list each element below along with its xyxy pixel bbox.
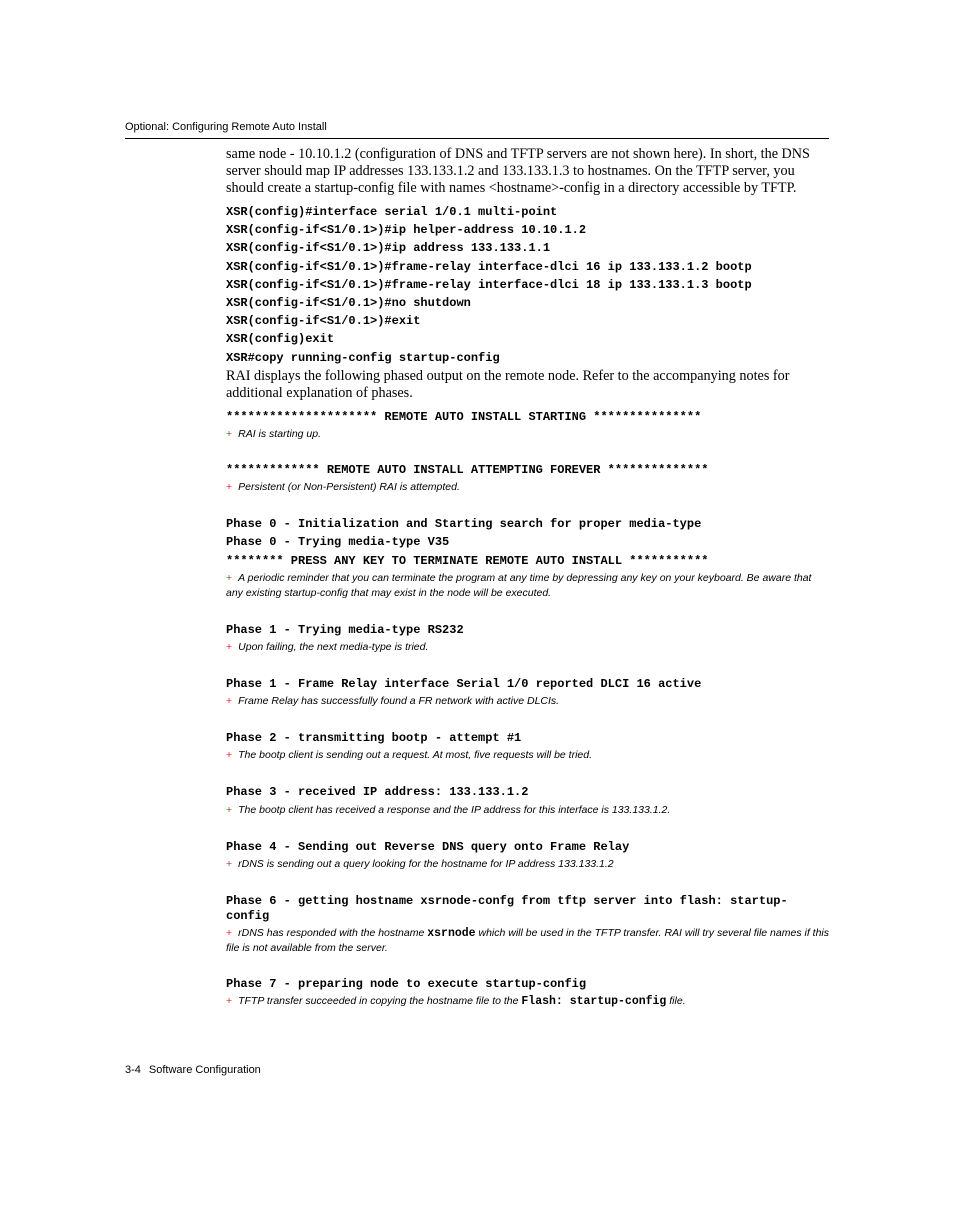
note-text: The bootp client has received a response and the IP address for this interface is 133.133.1.2. [238,803,671,816]
plus-icon: + [226,571,233,584]
command-line: XSR(config)exit [226,332,335,347]
section-note [226,803,829,818]
output-section [226,894,829,956]
page-content [226,146,829,1009]
output-line: Phase 0 - Initialization and Starting search for proper media-type [226,517,702,532]
command-line: XSR(config-if<S1/0.1>)#no shutdown [226,296,471,311]
note-text: Upon failing, the next media-type is tried. [238,641,429,654]
command-line: XSR(config-if<S1/0.1>)#ip address 133.133.1.1 [226,241,551,256]
output-line: Phase 6 - getting hostname xsrnode-confg from tftp server into flash: startup-config [226,893,788,923]
section-note [226,694,829,709]
note-text: which will be used in the TFTP transfer. RAI will try several file names if this file is not available from the server. [226,926,829,954]
plus-icon: + [226,926,233,939]
header-rule [125,138,829,139]
command-block [226,203,829,367]
note-text: RAI is starting up. [238,428,322,441]
note-text: file. [669,995,686,1008]
output-line: Phase 1 - Frame Relay interface Serial 1/0 reported DLCI 16 active [226,677,702,692]
file-code: Flash: startup-config [521,995,667,1009]
command-line: XSR(config-if<S1/0.1>)#frame-relay interface-dlci 18 ip 133.133.1.3 bootp [226,277,752,292]
hostname-code: xsrnode [427,926,476,940]
spacer [226,709,829,729]
output-line: Phase 7 - preparing node to execute startup-config [226,976,587,991]
rai-intro-paragraph: RAI displays the following phased output on the remote node. Refer to the accompanying notes for additional explanation of phases. [226,367,790,401]
output-section [226,408,829,442]
section-note [226,427,829,442]
spacer [226,601,829,621]
command-line: XSR(config-if<S1/0.1>)#exit [226,314,421,329]
output-line: ************* REMOTE AUTO INSTALL ATTEMPTING FOREVER ************** [226,463,709,478]
output-line: ******** PRESS ANY KEY TO TERMINATE REMOTE AUTO INSTALL *********** [226,553,709,568]
plus-icon: + [226,481,233,494]
intro-paragraph: same node - 10.10.1.2 (configuration of DNS and TFTP servers are not shown here). In short, the DNS server should map IP addresses 133.133.1.2 and 133.133.1.3 to hostnames. On the TFTP server, you should create a startup-config file with names <hostname>-config in a directory accessible by TFTP. [226,146,810,196]
spacer [226,655,829,675]
page-footer [125,1064,261,1076]
note-text: rDNS has responded with the hostname [238,926,425,939]
output-line: Phase 2 - transmitting bootp - attempt #1 [226,731,522,746]
output-section [226,515,829,601]
command-line: XSR(config-if<S1/0.1>)#frame-relay interface-dlci 16 ip 133.133.1.2 bootp [226,259,752,274]
page-number: 3-4 [125,1064,141,1076]
output-section [226,838,829,872]
plus-icon: + [226,641,233,654]
plus-icon: + [226,857,233,870]
output-section [226,783,829,817]
section-note [226,857,829,872]
note-text: The bootp client is sending out a request. At most, five requests will be tried. [238,749,593,762]
note-text: A periodic reminder that you can terminate the program at any time by depressing any key on your keyboard. Be aware that any existing startup-config that may exist in the node will be executed. [226,571,812,599]
spacer [226,495,829,515]
output-section [226,729,829,763]
section-note [226,748,829,763]
note-text: Persistent (or Non-Persistent) RAI is attempted. [238,481,460,494]
output-section [226,675,829,709]
output-line: Phase 0 - Trying media-type V35 [226,535,450,550]
spacer [226,956,829,975]
output-line: Phase 1 - Trying media-type RS232 [226,622,464,637]
spacer [226,442,829,461]
command-line: XSR(config-if<S1/0.1>)#ip helper-address 10.10.1.2 [226,223,587,238]
output-section [226,975,829,1009]
plus-icon: + [226,749,233,762]
section-note [226,994,829,1009]
footer-title: Software Configuration [148,1064,261,1076]
note-text: TFTP transfer succeeded in copying the hostname file to the [238,995,519,1008]
plus-icon: + [226,995,233,1008]
spacer [226,872,829,892]
section-note [226,480,829,495]
plus-icon: + [226,428,233,441]
output-line: Phase 4 - Sending out Reverse DNS query onto Frame Relay [226,839,630,854]
section-note [226,640,829,655]
plus-icon: + [226,695,233,708]
spacer [226,763,829,783]
command-line: XSR#copy running-config startup-config [226,350,500,365]
output-line: Phase 3 - received IP address: 133.133.1.2 [226,785,529,800]
running-header: Optional: Configuring Remote Auto Install [125,121,327,133]
output-section [226,461,829,495]
spacer [226,818,829,838]
note-text: Frame Relay has successfully found a FR network with active DLCIs. [238,695,560,708]
command-line: XSR(config)#interface serial 1/0.1 multi-point [226,205,558,219]
section-note [226,926,829,956]
plus-icon: + [226,803,233,816]
note-text: rDNS is sending out a query looking for the hostname for IP address 133.133.1.2 [238,857,614,870]
output-line: ********************* REMOTE AUTO INSTALL STARTING *************** [226,409,702,424]
output-section [226,621,829,655]
section-note [226,571,829,601]
